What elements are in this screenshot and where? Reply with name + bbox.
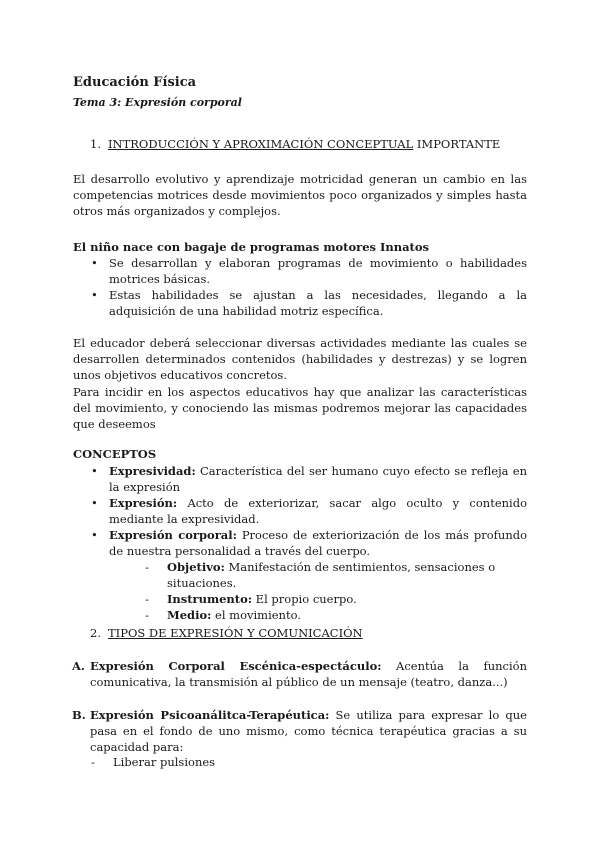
list-item: - Liberar pulsiones <box>91 754 527 770</box>
type-term-word: Escénica-espectáculo: <box>239 659 382 673</box>
concept-subterm: Objetivo: <box>167 560 225 574</box>
type-b <box>72 707 527 755</box>
document-subtitle: Tema 3: Expresión corporal <box>73 96 242 109</box>
concept-text: Acto de exteriorizar, sacar algo oculto y contenido mediante la expresividad. <box>109 496 527 526</box>
type-text-word: Acentúa <box>396 659 444 673</box>
type-term-word: Corporal <box>168 659 225 673</box>
concept-subitem <box>145 591 527 607</box>
type-a-second-line: comunicativa, la transmisión al público de un mensaje (teatro, danza...) <box>90 675 508 689</box>
concept-text: Característica del ser humano cuyo efecto se refleja en la expresión <box>109 464 527 494</box>
section-1-tag: IMPORTANTE <box>413 137 501 151</box>
section-2-title: TIPOS DE EXPRESIÓN Y COMUNICACIÓN <box>108 626 363 640</box>
concept-subitem <box>145 559 527 591</box>
section-2-heading <box>90 626 363 640</box>
intro-paragraph: El desarrollo evolutivo y aprendizaje motricidad generan un cambio en las competencias motrices desde movimientos poco organizados y simples hasta otros más organizados y complejos. <box>73 172 527 218</box>
section-1-heading <box>90 137 500 151</box>
section-2-number: 2. <box>90 626 101 640</box>
concept-sublist <box>73 559 527 623</box>
type-b-list <box>73 754 527 770</box>
type-a <box>72 658 527 690</box>
educator-paragraph: El educador deberá seleccionar diversas actividades mediante las cuales se desarrollen determinados contenidos (habilidades y destrezas) y se logren unos objetivos educativos concretos. <box>73 336 527 382</box>
concept-item <box>73 495 527 527</box>
concept-term: Expresión: <box>109 496 178 510</box>
innate-list <box>73 255 527 319</box>
type-term-word: Expresión <box>90 659 154 673</box>
type-letter: B. <box>72 708 86 722</box>
innate-heading: El niño nace con bagaje de programas motores Innatos <box>73 240 430 254</box>
concept-subterm: Instrumento: <box>167 592 253 606</box>
educational-paragraph: Para incidir en los aspectos educativos hay que analizar las características del movimiento, y conociendo las mismas podremos mejorar las capacidades que deseemos <box>73 385 527 431</box>
concept-item <box>73 463 527 495</box>
concept-subterm: Medio: <box>167 608 212 622</box>
concept-subtext: Manifestación de sentimientos, sensaciones o situaciones. <box>167 560 496 590</box>
type-term: Expresión Psicoanálitca-Terapéutica: <box>90 708 330 722</box>
section-1-number: 1. <box>90 137 101 151</box>
concept-term: Expresión corporal: <box>109 528 237 542</box>
concept-subtext: el movimiento. <box>211 608 301 622</box>
document-title: Educación Física <box>73 75 197 90</box>
list-item: • Estas habilidades se ajustan a las necesidades, llegando a la adquisición de una habilidad motriz específica. <box>73 287 527 319</box>
type-text-word: la <box>458 659 469 673</box>
type-text: Se utiliza para expresar lo que pasa en el fondo de uno mismo, como técnica terapéutica gracias a su capacidad para: <box>90 708 527 754</box>
concept-subitem <box>145 607 527 623</box>
section-1-title: INTRODUCCIÓN Y APROXIMACIÓN CONCEPTUAL <box>108 137 414 151</box>
concepts-heading: CONCEPTOS <box>73 447 157 461</box>
list-item: • Se desarrollan y elaboran programas de movimiento o habilidades motrices básicas. <box>73 255 527 287</box>
concept-item <box>73 527 527 559</box>
type-text-word: función <box>483 659 527 673</box>
concept-subtext: El propio cuerpo. <box>252 592 357 606</box>
concept-term: Expresividad: <box>109 464 196 478</box>
concept-text: Proceso de exteriorización de los más profundo de nuestra personalidad a través del cuerpo. <box>109 528 528 558</box>
type-letter: A. <box>72 659 85 673</box>
concepts-list <box>73 463 527 623</box>
type-a-first-line <box>90 658 527 674</box>
